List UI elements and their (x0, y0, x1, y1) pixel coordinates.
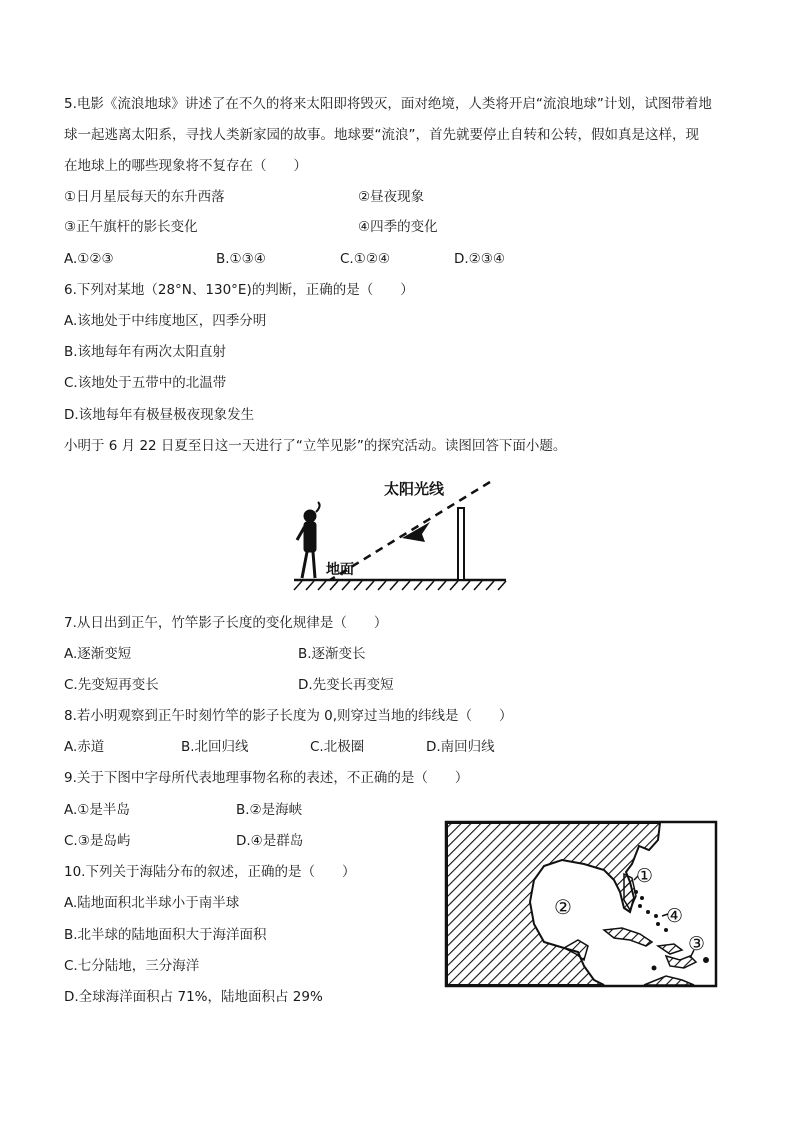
q5-item-2: ②昼夜现象 (358, 189, 425, 205)
island-small-2 (652, 966, 657, 971)
q8-stem: 8.若小明观察到正午时刻竹竿的影子长度为 0,则穿过当地的纬线是（ ） (64, 708, 513, 724)
q5-item-4: ④四季的变化 (358, 219, 438, 235)
q9-option-a[interactable]: A.①是半岛 (64, 802, 130, 818)
island-small-1 (703, 957, 709, 963)
q5-stem-line3: 在地球上的哪些现象将不复存在（ ） (64, 158, 307, 174)
q6-option-c[interactable]: C.该地处于五带中的北温带 (64, 375, 227, 391)
q10-option-d[interactable]: D.全球海洋面积占 71%，陆地面积占 29% (64, 989, 323, 1005)
q8-option-c[interactable]: C.北极圈 (310, 739, 365, 755)
q6-stem: 6.下列对某地（28°N、130°E)的判断，正确的是（ ） (64, 282, 414, 298)
q5-option-a[interactable]: A.①②③ (64, 251, 114, 267)
q8-option-d[interactable]: D.南回归线 (426, 739, 495, 755)
q5-stem-line1: 5.电影《流浪地球》讲述了在不久的将来太阳即将毁灭，面对绝境，人类将开启“流浪地球”计划，试图带着地 (64, 96, 712, 112)
map-label-2: ② (554, 895, 572, 919)
q9-option-b[interactable]: B.②是海峡 (236, 802, 303, 818)
q10-stem: 10.下列关于海陆分布的叙述，正确的是（ ） (64, 864, 356, 880)
q7-stem: 7.从日出到正午，竹竿影子长度的变化规律是（ ） (64, 615, 388, 631)
q5-option-c[interactable]: C.①②④ (340, 251, 391, 267)
q10-option-a[interactable]: A.陆地面积北半球小于南半球 (64, 895, 240, 911)
map-label-1: ① (636, 865, 654, 887)
q9-option-c[interactable]: C.③是岛屿 (64, 833, 131, 849)
ground-hatching (294, 581, 506, 590)
q8-option-b[interactable]: B.北回归线 (181, 739, 249, 755)
map-label-4: ④ (666, 905, 684, 927)
q7-option-d[interactable]: D.先变长再变短 (298, 677, 394, 693)
q9-option-d[interactable]: D.④是群岛 (236, 833, 304, 849)
q5-option-d[interactable]: D.②③④ (454, 251, 505, 267)
label-ground: 地面 (326, 562, 354, 578)
map-label-3: ③ (688, 933, 706, 955)
q10-option-c[interactable]: C.七分陆地，三分海洋 (64, 958, 200, 974)
q6-option-d[interactable]: D.该地每年有极昼极夜现象发生 (64, 407, 255, 423)
passage-intro: 小明于 6 月 22 日夏至日这一天进行了“立竿见影”的探究活动。读图回答下面小题。 (64, 438, 567, 454)
q6-option-b[interactable]: B.该地每年有两次太阳直射 (64, 344, 227, 360)
q8-option-a[interactable]: A.赤道 (64, 739, 105, 755)
q5-option-b[interactable]: B.①③④ (216, 251, 266, 267)
q7-option-a[interactable]: A.逐渐变短 (64, 646, 132, 662)
q7-option-c[interactable]: C.先变短再变长 (64, 677, 159, 693)
q10-option-b[interactable]: B.北半球的陆地面积大于海洋面积 (64, 927, 267, 943)
pole (458, 508, 464, 580)
q9-stem: 9.关于下图中字母所代表地理事物名称的表述，不正确的是（ ） (64, 770, 469, 786)
q5-item-3: ③正午旗杆的影长变化 (64, 219, 198, 235)
caribbean-map (444, 820, 718, 988)
q7-option-b[interactable]: B.逐渐变长 (298, 646, 366, 662)
sun-ray-arrowhead (402, 522, 430, 542)
q6-option-a[interactable]: A.该地处于中纬度地区，四季分明 (64, 313, 267, 329)
shadow-diagram (290, 470, 510, 592)
person-figure (297, 502, 320, 578)
q5-stem-line2: 球一起逃离太阳系，寻找人类新家园的故事。地球要“流浪”，首先就要停止自转和公转，假如真是这样，现 (64, 127, 699, 143)
q5-item-1: ①日月星辰每天的东升西落 (64, 189, 225, 205)
label-sun-ray: 太阳光线 (384, 480, 445, 498)
